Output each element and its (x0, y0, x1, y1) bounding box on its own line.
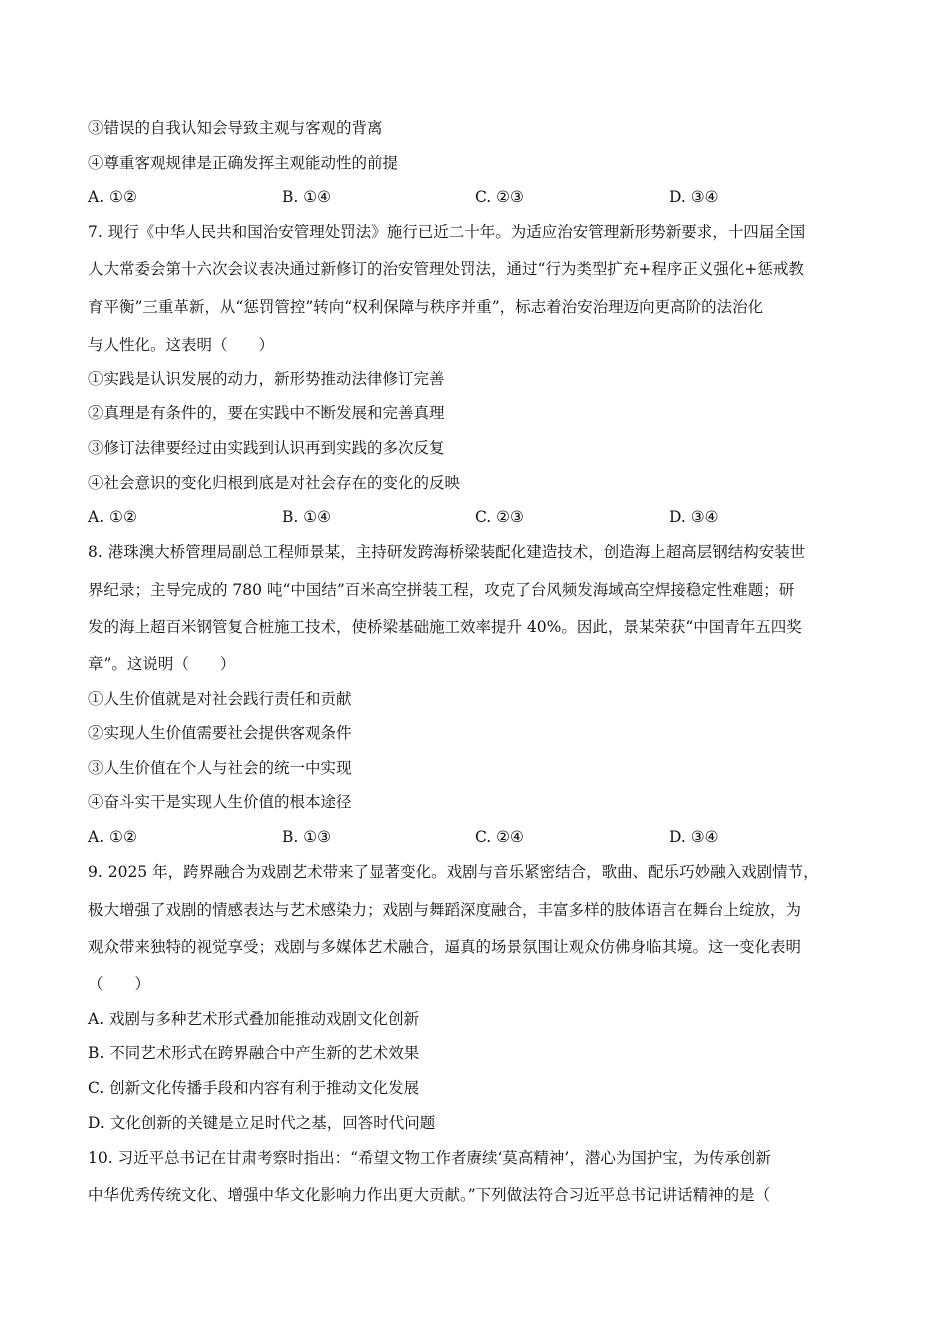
q7-option-d: D. ③④ (669, 508, 719, 526)
q9-stem-line-4: （ ） (88, 975, 151, 993)
q7-option-a: A. ①② (88, 508, 137, 526)
q9-stem-line-2: 极大增强了戏剧的情感表达与艺术感染力；戏剧与舞蹈深度融合，丰富多样的肢体语言在舞台上绽放，为 (88, 901, 802, 919)
q7-option-b: B. ①④ (282, 508, 332, 526)
q6-option-d: D. ③④ (669, 188, 719, 206)
q8-item-3: ③人生价值在个人与社会的统一中实现 (88, 759, 352, 777)
q8-item-2: ②实现人生价值需要社会提供客观条件 (88, 724, 352, 742)
q8-options (88, 827, 863, 847)
q9-stem-line-3: 观众带来独特的视觉享受；戏剧与多媒体艺术融合，逼真的场景氛围让观众仿佛身临其境。这一变化表明 (88, 938, 802, 956)
q8-stem-line-2: 界纪录；主导完成的 780 吨“中国结”百米高空拼装工程，攻克了台风频发海域高空焊接稳定性难题；研 (88, 581, 795, 599)
q6-item-3: ③错误的自我认知会导致主观与客观的背离 (88, 119, 383, 137)
q10-stem-line-1: 10. 习近平总书记在甘肃考察时指出：“希望文物工作者赓续‘莫高精神’，潜心为国护宝，为传承创新 (88, 1149, 771, 1167)
q10-stem-line-2: 中华优秀传统文化、增强中华文化影响力作出更大贡献。”下列做法符合习近平总书记讲话精神的是（ (88, 1186, 771, 1204)
q8-item-4: ④奋斗实干是实现人生价值的根本途径 (88, 793, 352, 811)
q7-item-1: ①实践是认识发展的动力，新形势推动法律修订完善 (88, 370, 445, 388)
q6-option-c: C. ②③ (475, 188, 524, 206)
q7-option-c: C. ②③ (475, 508, 524, 526)
q8-option-a: A. ①② (88, 828, 137, 846)
q9-choice-b: B. 不同艺术形式在跨界融合中产生新的艺术效果 (88, 1044, 420, 1062)
q7-stem-line-1: 7. 现行《中华人民共和国治安管理处罚法》施行已近二十年。为适应治安管理新形势新要求，十四届全国 (88, 223, 806, 241)
q7-item-4: ④社会意识的变化归根到底是对社会存在的变化的反映 (88, 474, 461, 492)
q9-stem-line-1: 9. 2025 年，跨界融合为戏剧艺术带来了显著变化。戏剧与音乐紧密结合，歌曲、配乐巧妙融入戏剧情节， (88, 863, 819, 881)
q7-stem-line-2: 人大常委会第十六次会议表决通过新修订的治安管理处罚法，通过“行为类型扩充+程序正义强化+惩戒教 (88, 260, 804, 278)
q6-option-b: B. ①④ (282, 188, 332, 206)
q7-stem-line-4: 与人性化。这表明（ ） (88, 336, 275, 354)
q9-choice-a: A. 戏剧与多种艺术形式叠加能推动戏剧文化创新 (88, 1010, 420, 1028)
q9-choice-d: D. 文化创新的关键是立足时代之基，回答时代问题 (88, 1114, 436, 1132)
q8-option-d: D. ③④ (669, 828, 719, 846)
q6-option-a: A. ①② (88, 188, 137, 206)
q8-stem-line-3: 发的海上超百米钢管复合桩施工技术，使桥梁基础施工效率提升 40%。因此，景某荣获“中国青年五四奖 (88, 618, 802, 636)
q6-item-4: ④尊重客观规律是正确发挥主观能动性的前提 (88, 154, 399, 172)
q7-item-3: ③修订法律要经过由实践到认识再到实践的多次反复 (88, 439, 445, 457)
q8-item-1: ①人生价值就是对社会践行责任和贡献 (88, 690, 352, 708)
q7-options (88, 507, 863, 527)
q9-choice-c: C. 创新文化传播手段和内容有利于推动文化发展 (88, 1079, 420, 1097)
q8-stem-line-1: 8. 港珠澳大桥管理局副总工程师景某，主持研发跨海桥梁装配化建造技术，创造海上超高层钢结构安装世 (88, 543, 806, 561)
q6-options (88, 187, 863, 207)
q8-option-c: C. ②④ (475, 828, 524, 846)
q7-item-2: ②真理是有条件的，要在实践中不断发展和完善真理 (88, 404, 445, 422)
q7-stem-line-3: 育平衡”三重革新，从“惩罚管控”转向“权利保障与秩序并重”，标志着治安治理迈向更高阶的法治化 (88, 298, 764, 316)
q8-stem-line-4: 章”。这说明（ ） (88, 655, 236, 673)
q8-option-b: B. ①③ (282, 828, 332, 846)
